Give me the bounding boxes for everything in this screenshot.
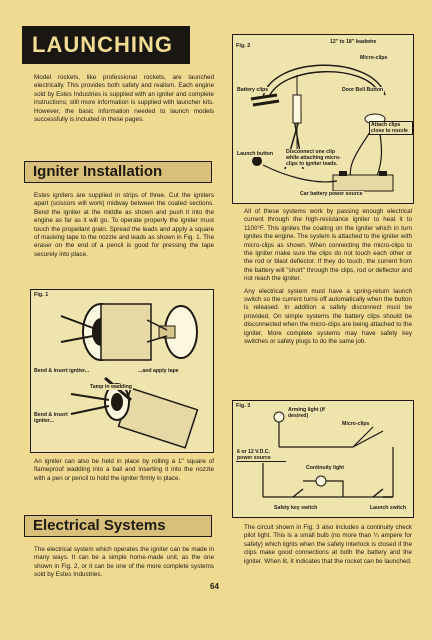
igniter-paragraph-2: An igniter can also be held in place by rolling a 1" square of flameproof wadding into a ball and inserting it into the nozzle with a pen or pencil to hold the igniter firmly in place. [34, 458, 214, 482]
fig3-label: Fig. 3 [236, 403, 251, 409]
fig2-label: Fig. 2 [236, 43, 251, 49]
fig1-caption-bend-2: Bend & insert igniter... [34, 412, 68, 424]
figure-1 [30, 289, 214, 453]
electrical-heading: Electrical Systems [24, 515, 212, 537]
fig2-door-bell-label: Door Bell Button [342, 87, 384, 93]
fig2-attach-note: Attach clips close to nozzle [369, 121, 413, 135]
igniter-heading: Igniter Installation [24, 161, 212, 183]
intro-paragraph: Model rockets, like professional rockets, are launched electrically. This provides both safety and realism. Each engine sold by Estes Industries is supplied with an igniter and complete instructions; still more information is supplied with launcher kits. However, the basic information needed to launch models successfully is included in these pages. [34, 74, 214, 124]
fig2-car-battery-label: Car battery power source [300, 191, 363, 197]
electrical-paragraph: The electrical system which operates the igniter can be made in many ways. It can be a simple home-made unit, as the one shown in Fig. 2, or it can be one of the more complete systems sold by Estes Industries. [34, 546, 214, 579]
fig1-label: Fig. 1 [34, 292, 49, 298]
electrical-block [34, 546, 214, 580]
intro-block [34, 74, 214, 124]
fig2-battery-clips-label: Battery clips [237, 87, 269, 93]
wadding-block [34, 458, 214, 483]
fig1-caption-tamp: Tamp in wadding [90, 384, 132, 390]
continuity-block [244, 524, 412, 566]
fig1-caption-bend: Bend & insert igniter... [34, 368, 90, 374]
fig3-launch-label: Launch switch [370, 505, 407, 511]
systems-block [244, 208, 412, 347]
igniter-block [34, 192, 214, 259]
igniter-paragraph-1: Estes igniters are supplied in strips of three. Cut the igniters apart (scissors will work) midway between the coated sections. Bend the igniter at the middle as shown and push it into the engine as far as it will go. To operate properly the igniter must touch the propellant grain. Spread the leads and apply a square of masking tape to the nozzle and leads as shown in Fig. 1. The eraser on the end of a pencil is good for pressing the tape securely into place. [34, 192, 214, 258]
fig3-power-label: 6 or 12 V.D.C. power source [236, 449, 286, 462]
fig2-launch-button-label: Launch button [237, 151, 274, 157]
fig1-caption-tape: ...and apply tape [138, 368, 179, 374]
fig3-safety-label: Safety key switch [274, 505, 318, 511]
page-title: LAUNCHING [22, 26, 190, 64]
fig3-arming-label: Arming light (if desired) [287, 407, 329, 419]
figure-2 [232, 34, 414, 204]
fig3-continuity-label: Continuity light [305, 465, 347, 471]
systems-paragraph-1: All of these systems work by passing enough electrical current through the high-resistance igniter to heat it to 1100°F. This ignites the coating on the igniter which in turn ignites the engine. The system is attached to the igniter with micro-clips as shown. When connecting the micro-clips to the igniter make sure the clips do not touch each other or the rod or blast deflector. If they do touch, the current from the battery will "short" through the clips, rod or deflector and not reach the igniter. [244, 208, 412, 283]
fig2-leadwire-label: 12" to 18" leadwire [330, 39, 377, 45]
figure-3 [232, 400, 414, 518]
fig2-disconnect-note: Disconnect one clip while attaching micro-clips to igniter leads. [285, 149, 343, 167]
fig3-microclips-label: Micro-clips [342, 421, 370, 427]
page-number: 64 [210, 582, 219, 591]
continuity-paragraph: The circuit shown in Fig. 3 also includes a continuity check pilot light. This is a small bulb (no more than ¼ ampere for safety) which lights when the safety interlock is closed if the clips make good connections at both the battery and the igniter. When lit, it indicates that the rocket can be launched. [244, 524, 412, 565]
systems-paragraph-2: Any electrical system must have a spring-return launch switch so the current turns off automatically when the button is released. In addition a safety disconnect must be provided. On simple systems the battery clips should be disconnected when the micro-clips are being attached to the igniter. More complete systems may have safety key switches or safety plugs to do the same job. [244, 287, 412, 346]
fig2-microclips-label: Micro-clips [360, 55, 388, 61]
